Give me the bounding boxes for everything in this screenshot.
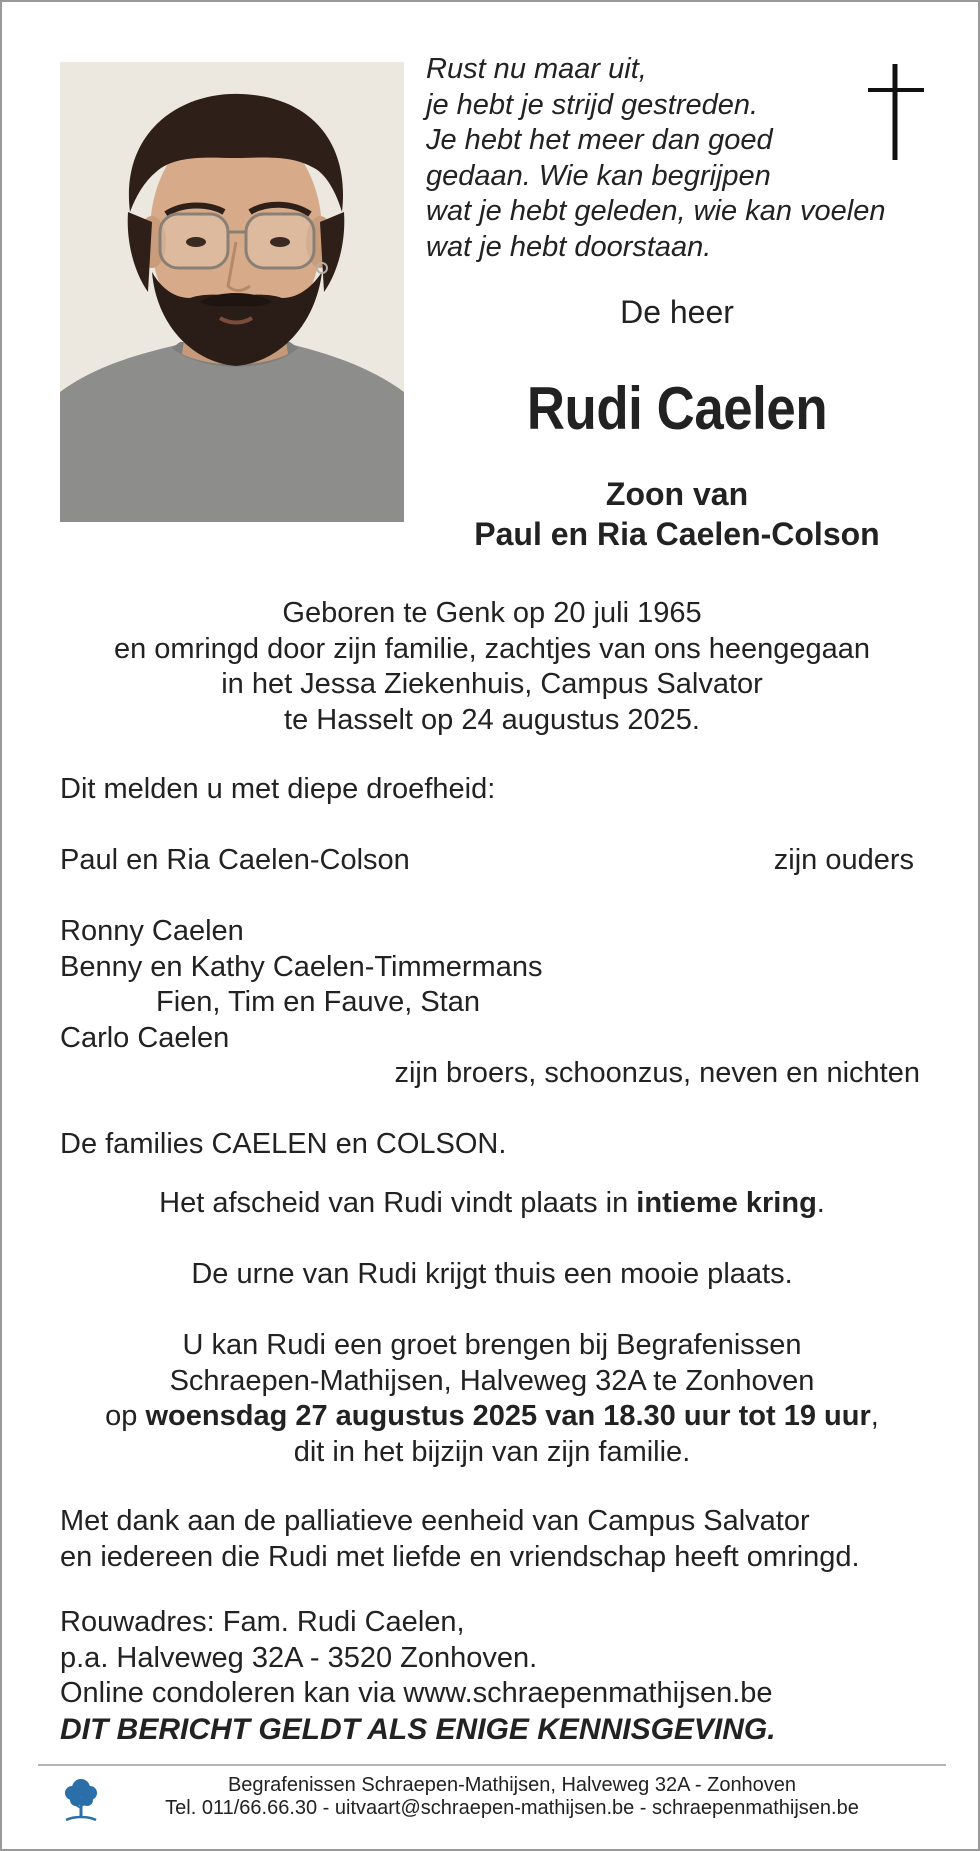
sibling-line: Carlo Caelen — [60, 1021, 230, 1054]
text-line: en iedereen die Rudi met liefde en vriendschap heeft omringd. — [60, 1540, 860, 1573]
family-siblings-role: zijn broers, schoonzus, neven en nichten — [394, 1057, 920, 1089]
visit-date-prefix: op — [105, 1400, 146, 1432]
text-line: p.a. Halveweg 32A - 3520 Zonhoven. — [60, 1641, 538, 1674]
sibling-line: Benny en Kathy Caelen-Timmermans — [60, 950, 543, 983]
footer-line: Tel. 011/66.66.30 - uitvaart@schraepen-mathijsen.be - schraepenmathijsen.be — [165, 1797, 859, 1819]
thanks — [60, 1504, 940, 1575]
poem-line: wat je hebt doorstaan. — [426, 230, 712, 263]
text-line: dit in het bijzijn van zijn familie. — [293, 1435, 691, 1468]
farewell-info — [22, 1186, 962, 1222]
parents-name: Paul en Ria Caelen-Colson — [474, 516, 880, 552]
poem-line: Je hebt het meer dan goed — [426, 124, 773, 156]
sibling-line: Fien, Tim en Fauve, Stan — [156, 986, 480, 1018]
urn-info: De urne van Rudi krijgt thuis een mooie plaats. — [191, 1258, 793, 1290]
text-line: en omringd door zijn familie, zachtjes van ons heengegaan — [113, 632, 871, 665]
footer-info — [102, 1774, 922, 1820]
family-siblings — [60, 914, 940, 1056]
son-of-block — [422, 474, 932, 554]
footer-divider — [38, 1764, 946, 1766]
text-line: Rouwadres: Fam. Rudi Caelen, — [60, 1606, 465, 1638]
family-parents-role: zijn ouders — [773, 844, 914, 876]
text-line: Geboren te Genk op 20 juli 1965 — [282, 597, 702, 629]
son-of-label: Zoon van — [605, 476, 749, 512]
deceased-name: Rudi Caelen — [526, 375, 828, 442]
poem-line: gedaan. Wie kan begrijpen — [426, 159, 771, 192]
final-notice: DIT BERICHT GELDT ALS ENIGE KENNISGEVING. — [60, 1712, 776, 1746]
poem-line: wat je hebt geleden, wie kan voelen — [426, 195, 886, 227]
mourning-address — [60, 1605, 940, 1747]
text-line: U kan Rudi een groet brengen bij Begrafenissen — [182, 1329, 802, 1361]
poem-line: je hebt je strijd gestreden. — [426, 88, 759, 121]
footer-line: Begrafenissen Schraepen-Mathijsen, Halveweg 32A - Zonhoven — [227, 1774, 797, 1796]
cross-icon — [868, 64, 924, 160]
portrait-photo — [60, 62, 404, 522]
text-line: in het Jessa Ziekenhuis, Campus Salvator — [221, 668, 763, 700]
birth-passing-info — [22, 596, 962, 738]
visit-date-suffix: , — [870, 1400, 879, 1432]
visit-info — [22, 1328, 962, 1470]
text-line: Met dank aan de palliatieve eenheid van Campus Salvator — [60, 1505, 810, 1537]
farewell-end: . — [816, 1187, 825, 1219]
sibling-line: Ronny Caelen — [60, 915, 244, 947]
farewell-emphasis: intieme kring — [636, 1187, 817, 1219]
family-parents-name: Paul en Ria Caelen-Colson — [60, 844, 410, 876]
text-line: te Hasselt op 24 augustus 2025. — [284, 703, 700, 736]
poem-line: Rust nu maar uit, — [426, 53, 647, 85]
visit-date: woensdag 27 augustus 2025 van 18.30 uur tot 19 uur — [145, 1400, 871, 1432]
text-line: Online condoleren kan via www.schraepenmathijsen.be — [60, 1677, 773, 1709]
text-line: Schraepen-Mathijsen, Halveweg 32A te Zonhoven — [169, 1364, 815, 1397]
tree-icon — [60, 1774, 102, 1824]
salutation: De heer — [620, 294, 734, 330]
family-families: De families CAELEN en COLSON. — [60, 1128, 507, 1160]
visit-date-line — [22, 1399, 962, 1435]
announcement: Dit melden u met diepe droefheid: — [60, 773, 496, 805]
farewell-text: Het afscheid van Rudi vindt plaats in — [159, 1187, 637, 1219]
